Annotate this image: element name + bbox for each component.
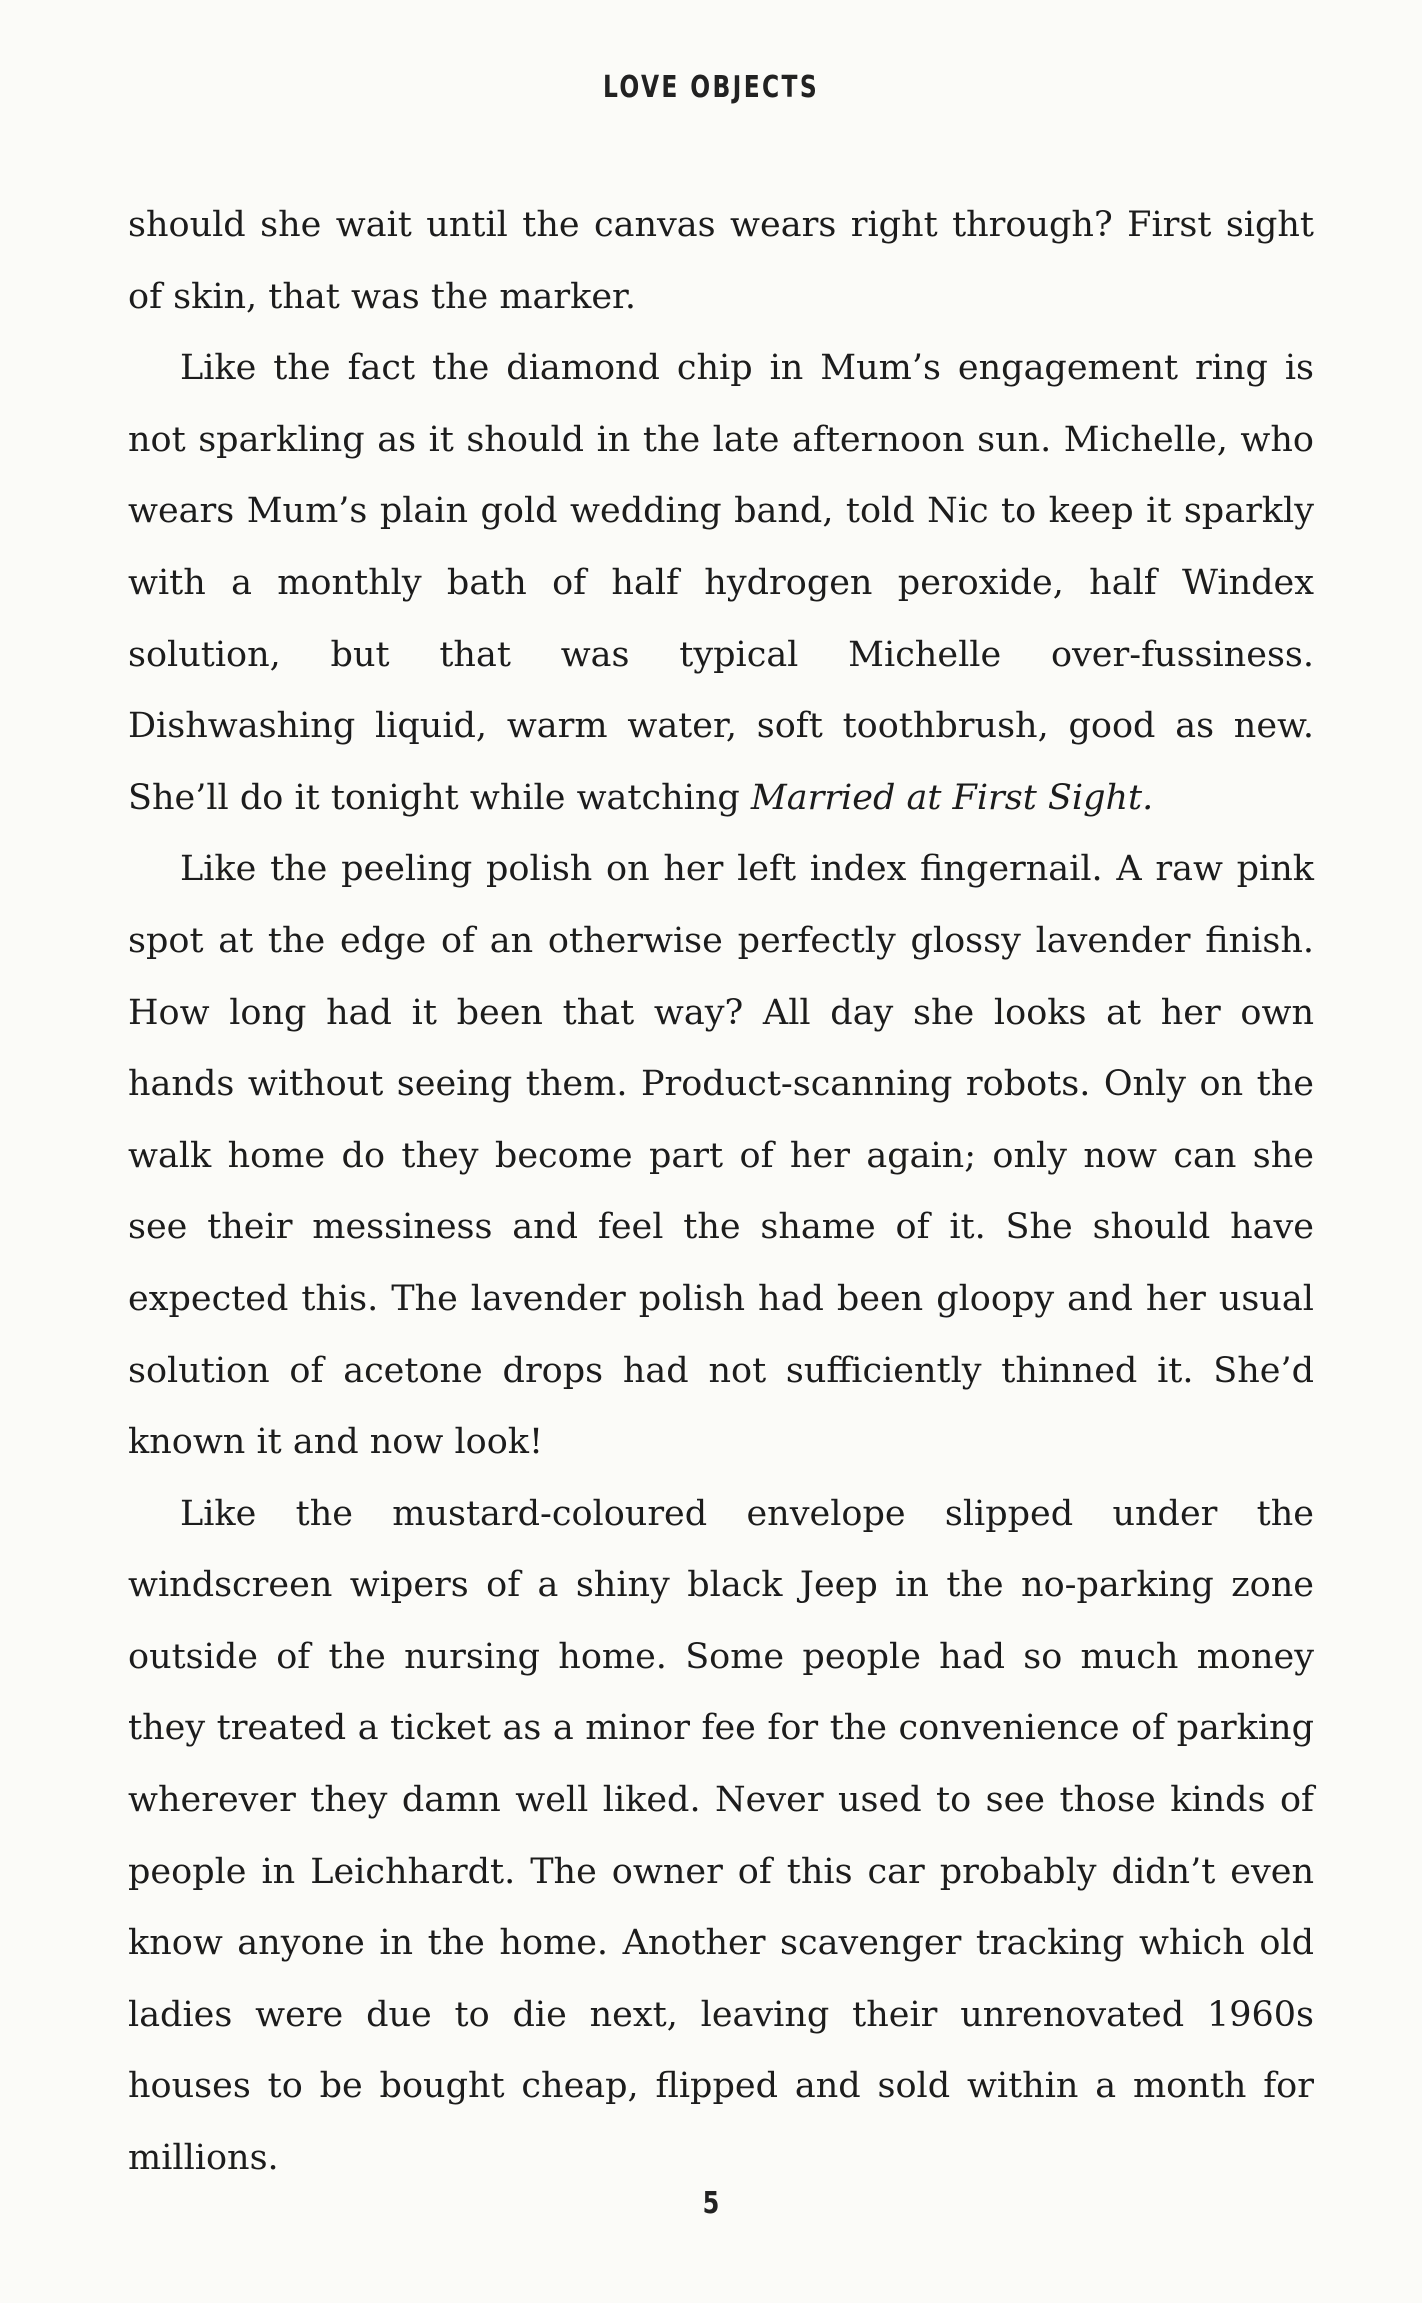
paragraph-2 [128,333,1314,834]
paragraph-3: Like the peeling polish on her left index fingernail. A raw pink spot at the edge of an otherwise perfectly glossy lavender finish. How long had it been that way? All day she looks at her own hands without seeing them. Product-scanning robots. Only on the walk home do they become part of her again; only now can she see their messiness and feel the shame of it. She should have expected this. The lavender polish had been gloopy and her usual solution of acetone drops had not sufficiently thinned it. She’d known it and now look! [128,849,1314,1463]
page-number: 5 [702,2186,720,2221]
tv-show-title: Married at First Sight. [750,777,1154,818]
paragraph-2-text: Like the fact the diamond chip in Mum’s engagement ring is not sparkling as it should in the late afternoon sun. Michelle, who wears Mum’s plain gold wedding band, told Nic to keep it sparkly with a monthly bath of half hydrogen peroxide, half Windex solution, but that was typical Michelle over-fussiness. Dishwashing liquid, warm water, soft toothbrush, good as new. She’ll do it tonight while watching [128,348,1314,818]
paragraph-1: should she wait until the canvas wears right through? First sight of skin, that was the marker. [128,205,1314,317]
paragraph-4: Like the mustard-coloured envelope slipped under the windscreen wipers of a shiny black Jeep in the no-parking zone outside of the nursing home. Some people had so much money they treated a ticket as a minor fee for the convenience of parking wherever they damn well liked. Never used to see those kinds of people in Leichhardt. The owner of this car probably didn’t even know anyone in the home. Another scavenger tracking which old ladies were due to die next, leaving their unrenovated 1960s houses to be bought cheap, flipped and sold within a month for millions. [128,1493,1314,2179]
body-text [128,190,1314,2195]
running-head-title: LOVE OBJECTS [602,70,820,105]
